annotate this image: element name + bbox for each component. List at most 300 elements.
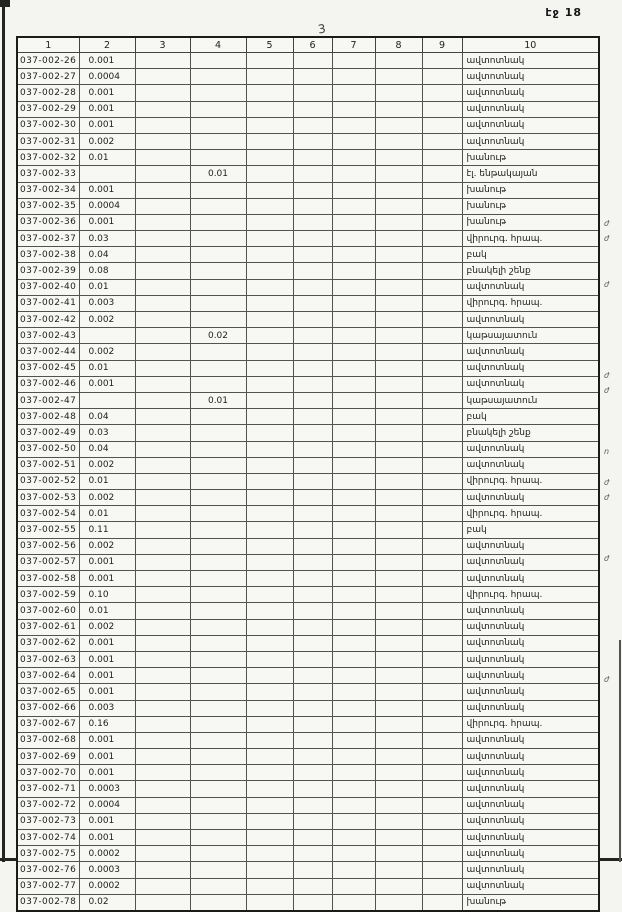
code-cell: 037-002-48	[17, 409, 79, 425]
code-cell: 037-002-42	[17, 312, 79, 328]
name-cell: ավտոտնակ	[462, 344, 599, 360]
margin-note: ժ	[604, 234, 610, 244]
code-cell: 037-002-47	[17, 392, 79, 408]
empty-cell	[375, 166, 422, 182]
value-cell: 0.02	[79, 894, 135, 911]
name-cell: ավտոտնակ	[462, 651, 599, 667]
table-row	[17, 328, 599, 344]
value-cell: 0.001	[79, 813, 135, 829]
code-cell: 037-002-39	[17, 263, 79, 279]
empty-cell	[422, 732, 462, 748]
empty-cell	[293, 894, 332, 911]
empty-cell	[332, 749, 375, 765]
empty-cell	[332, 765, 375, 781]
empty-cell	[332, 328, 375, 344]
empty-cell	[135, 490, 190, 506]
value-cell: 0.01	[79, 279, 135, 295]
code-cell: 037-002-38	[17, 247, 79, 263]
code-cell: 037-002-41	[17, 295, 79, 311]
name-cell: ավտոտնակ	[462, 781, 599, 797]
empty-cell	[332, 425, 375, 441]
code-cell: 037-002-75	[17, 846, 79, 862]
value-cell	[190, 344, 246, 360]
name-cell: ավտոտնակ	[462, 668, 599, 684]
empty-cell	[375, 198, 422, 214]
value-cell	[190, 619, 246, 635]
empty-cell	[293, 716, 332, 732]
table-row	[17, 571, 599, 587]
value-cell: 0.01	[190, 392, 246, 408]
empty-cell	[375, 247, 422, 263]
empty-cell	[293, 101, 332, 117]
code-cell: 037-002-29	[17, 101, 79, 117]
empty-cell	[246, 53, 293, 69]
name-cell: ավտոտնակ	[462, 878, 599, 894]
name-cell: ավտոտնակ	[462, 765, 599, 781]
empty-cell	[332, 538, 375, 554]
empty-cell	[293, 813, 332, 829]
table-row	[17, 587, 599, 603]
table-row	[17, 457, 599, 473]
table-row	[17, 279, 599, 295]
code-cell: 037-002-51	[17, 457, 79, 473]
empty-cell	[422, 538, 462, 554]
value-cell	[190, 182, 246, 198]
empty-cell	[422, 360, 462, 376]
name-cell: ավտոտնակ	[462, 376, 599, 392]
empty-cell	[135, 53, 190, 69]
table-row	[17, 133, 599, 149]
empty-cell	[135, 409, 190, 425]
name-cell: ավտոտնակ	[462, 603, 599, 619]
empty-cell	[375, 214, 422, 230]
empty-cell	[135, 587, 190, 603]
empty-cell	[246, 101, 293, 117]
empty-cell	[246, 247, 293, 263]
code-cell: 037-002-63	[17, 651, 79, 667]
empty-cell	[246, 587, 293, 603]
empty-cell	[375, 328, 422, 344]
empty-cell	[422, 522, 462, 538]
empty-cell	[375, 182, 422, 198]
value-cell: 0.001	[79, 376, 135, 392]
empty-cell	[246, 765, 293, 781]
value-cell: 0.01	[79, 150, 135, 166]
code-cell: 037-002-55	[17, 522, 79, 538]
value-cell	[190, 198, 246, 214]
empty-cell	[293, 295, 332, 311]
value-cell	[190, 862, 246, 878]
empty-cell	[135, 247, 190, 263]
code-cell: 037-002-64	[17, 668, 79, 684]
empty-cell	[246, 198, 293, 214]
empty-cell	[135, 571, 190, 587]
empty-cell	[422, 684, 462, 700]
value-cell	[190, 150, 246, 166]
name-cell: ավտոտնակ	[462, 684, 599, 700]
name-cell: ավտոտնակ	[462, 538, 599, 554]
empty-cell	[332, 813, 375, 829]
table-row	[17, 214, 599, 230]
value-cell	[190, 85, 246, 101]
empty-cell	[375, 263, 422, 279]
value-cell	[190, 894, 246, 911]
margin-note: ո	[604, 447, 610, 457]
empty-cell	[375, 150, 422, 166]
empty-cell	[293, 150, 332, 166]
empty-cell	[375, 312, 422, 328]
empty-cell	[375, 85, 422, 101]
empty-cell	[135, 878, 190, 894]
empty-cell	[135, 360, 190, 376]
empty-cell	[422, 587, 462, 603]
empty-cell	[246, 716, 293, 732]
code-cell: 037-002-62	[17, 635, 79, 651]
empty-cell	[293, 473, 332, 489]
empty-cell	[375, 376, 422, 392]
empty-cell	[332, 571, 375, 587]
empty-cell	[422, 344, 462, 360]
empty-cell	[422, 490, 462, 506]
table-row	[17, 603, 599, 619]
table-row	[17, 231, 599, 247]
empty-cell	[246, 441, 293, 457]
name-cell: կաթսայատուն	[462, 328, 599, 344]
code-cell: 037-002-37	[17, 231, 79, 247]
empty-cell	[332, 797, 375, 813]
empty-cell	[332, 295, 375, 311]
code-cell: 037-002-57	[17, 554, 79, 570]
code-cell: 037-002-56	[17, 538, 79, 554]
empty-cell	[375, 490, 422, 506]
empty-cell	[375, 554, 422, 570]
name-cell: ավտոտնակ	[462, 360, 599, 376]
empty-cell	[375, 619, 422, 635]
empty-cell	[332, 506, 375, 522]
empty-cell	[135, 538, 190, 554]
empty-cell	[246, 749, 293, 765]
empty-cell	[422, 716, 462, 732]
empty-cell	[246, 263, 293, 279]
value-cell: 0.002	[79, 538, 135, 554]
name-cell: վիրուրգ. հրապ.	[462, 506, 599, 522]
empty-cell	[246, 182, 293, 198]
code-cell: 037-002-26	[17, 53, 79, 69]
empty-cell	[293, 279, 332, 295]
empty-cell	[293, 668, 332, 684]
value-cell: 0.002	[79, 312, 135, 328]
empty-cell	[422, 214, 462, 230]
empty-cell	[135, 830, 190, 846]
empty-cell	[293, 603, 332, 619]
value-cell: 0.0004	[79, 797, 135, 813]
code-cell: 037-002-34	[17, 182, 79, 198]
value-cell	[190, 522, 246, 538]
empty-cell	[332, 85, 375, 101]
value-cell: 0.001	[79, 651, 135, 667]
empty-cell	[422, 506, 462, 522]
empty-cell	[246, 894, 293, 911]
empty-cell	[293, 554, 332, 570]
table-row	[17, 894, 599, 911]
empty-cell	[375, 635, 422, 651]
empty-cell	[422, 894, 462, 911]
value-cell	[190, 749, 246, 765]
empty-cell	[422, 571, 462, 587]
empty-cell	[422, 182, 462, 198]
table-row	[17, 247, 599, 263]
empty-cell	[422, 878, 462, 894]
empty-cell	[135, 554, 190, 570]
margin-note: ժ	[604, 386, 610, 396]
name-cell: խանութ	[462, 182, 599, 198]
value-cell: 0.0002	[79, 846, 135, 862]
table-row	[17, 749, 599, 765]
value-cell	[190, 846, 246, 862]
name-cell: վիրուրգ. հրապ.	[462, 716, 599, 732]
empty-cell	[246, 732, 293, 748]
empty-cell	[293, 457, 332, 473]
value-cell: 0.001	[79, 732, 135, 748]
empty-cell	[422, 117, 462, 133]
empty-cell	[422, 247, 462, 263]
value-cell: 0.0004	[79, 198, 135, 214]
empty-cell	[332, 182, 375, 198]
code-cell: 037-002-30	[17, 117, 79, 133]
code-cell: 037-002-35	[17, 198, 79, 214]
empty-cell	[293, 878, 332, 894]
empty-cell	[135, 279, 190, 295]
value-cell: 0.001	[79, 765, 135, 781]
name-cell: ավտոտնակ	[462, 749, 599, 765]
empty-cell	[293, 830, 332, 846]
name-cell: ավտոտնակ	[462, 53, 599, 69]
table-row	[17, 85, 599, 101]
empty-cell	[332, 166, 375, 182]
code-cell: 037-002-78	[17, 894, 79, 911]
empty-cell	[422, 797, 462, 813]
code-cell: 037-002-71	[17, 781, 79, 797]
empty-cell	[135, 651, 190, 667]
empty-cell	[135, 813, 190, 829]
column-header: 3	[135, 37, 190, 53]
empty-cell	[246, 571, 293, 587]
empty-cell	[422, 409, 462, 425]
empty-cell	[422, 700, 462, 716]
table-row	[17, 344, 599, 360]
empty-cell	[332, 198, 375, 214]
empty-cell	[293, 538, 332, 554]
empty-cell	[246, 684, 293, 700]
value-cell: 0.001	[79, 749, 135, 765]
empty-cell	[246, 376, 293, 392]
empty-cell	[246, 312, 293, 328]
empty-cell	[375, 846, 422, 862]
margin-note: ժ	[604, 371, 610, 381]
value-cell: 0.04	[79, 409, 135, 425]
value-cell: 0.0002	[79, 878, 135, 894]
empty-cell	[135, 117, 190, 133]
value-cell	[190, 554, 246, 570]
empty-cell	[135, 231, 190, 247]
value-cell: 0.001	[79, 554, 135, 570]
table-row	[17, 182, 599, 198]
value-cell: 0.002	[79, 133, 135, 149]
empty-cell	[375, 522, 422, 538]
empty-cell	[293, 441, 332, 457]
value-cell	[190, 457, 246, 473]
empty-cell	[332, 376, 375, 392]
empty-cell	[332, 360, 375, 376]
name-cell: վիրուրգ. հրապ.	[462, 231, 599, 247]
value-cell	[190, 376, 246, 392]
value-cell	[190, 490, 246, 506]
value-cell	[190, 571, 246, 587]
empty-cell	[135, 732, 190, 748]
table-row	[17, 732, 599, 748]
table-row	[17, 554, 599, 570]
scan-corner-blot	[0, 0, 10, 7]
code-cell: 037-002-36	[17, 214, 79, 230]
page-number-label: էջ 18	[545, 6, 582, 19]
value-cell	[190, 732, 246, 748]
empty-cell	[246, 409, 293, 425]
table-row	[17, 101, 599, 117]
table-row	[17, 53, 599, 69]
value-cell	[190, 247, 246, 263]
empty-cell	[135, 69, 190, 85]
table-row	[17, 619, 599, 635]
empty-cell	[375, 668, 422, 684]
empty-cell	[135, 846, 190, 862]
empty-cell	[135, 425, 190, 441]
empty-cell	[246, 166, 293, 182]
empty-cell	[332, 312, 375, 328]
empty-cell	[293, 506, 332, 522]
empty-cell	[332, 894, 375, 911]
empty-cell	[422, 425, 462, 441]
empty-cell	[135, 781, 190, 797]
empty-cell	[375, 765, 422, 781]
name-cell: ավտոտնակ	[462, 797, 599, 813]
margin-note: ժ	[604, 553, 610, 563]
empty-cell	[246, 522, 293, 538]
empty-cell	[375, 279, 422, 295]
table-row	[17, 781, 599, 797]
empty-cell	[135, 684, 190, 700]
empty-cell	[293, 328, 332, 344]
empty-cell	[375, 700, 422, 716]
value-cell: 0.001	[79, 668, 135, 684]
empty-cell	[332, 635, 375, 651]
empty-cell	[375, 878, 422, 894]
value-cell	[190, 635, 246, 651]
empty-cell	[422, 781, 462, 797]
empty-cell	[332, 69, 375, 85]
name-cell: վիրուրգ. հրապ.	[462, 587, 599, 603]
value-cell	[190, 506, 246, 522]
code-cell: 037-002-61	[17, 619, 79, 635]
empty-cell	[293, 700, 332, 716]
value-cell: 0.11	[79, 522, 135, 538]
empty-cell	[422, 69, 462, 85]
column-header: 7	[332, 37, 375, 53]
empty-cell	[332, 279, 375, 295]
empty-cell	[293, 781, 332, 797]
value-cell	[190, 117, 246, 133]
empty-cell	[332, 830, 375, 846]
empty-cell	[375, 813, 422, 829]
value-cell	[190, 781, 246, 797]
value-cell	[190, 700, 246, 716]
table-row	[17, 668, 599, 684]
empty-cell	[135, 522, 190, 538]
name-cell: ավտոտնակ	[462, 279, 599, 295]
empty-cell	[135, 328, 190, 344]
empty-cell	[246, 506, 293, 522]
empty-cell	[293, 263, 332, 279]
empty-cell	[293, 862, 332, 878]
empty-cell	[293, 522, 332, 538]
empty-cell	[375, 587, 422, 603]
table-body	[17, 53, 599, 911]
name-cell: ավտոտնակ	[462, 830, 599, 846]
handwritten-mark: 3	[317, 21, 327, 37]
code-cell: 037-002-43	[17, 328, 79, 344]
value-cell	[190, 797, 246, 813]
value-cell	[190, 716, 246, 732]
empty-cell	[135, 85, 190, 101]
value-cell	[190, 409, 246, 425]
column-header: 2	[79, 37, 135, 53]
empty-cell	[422, 198, 462, 214]
code-cell: 037-002-46	[17, 376, 79, 392]
empty-cell	[293, 344, 332, 360]
table-row	[17, 813, 599, 829]
empty-cell	[246, 668, 293, 684]
table-row	[17, 263, 599, 279]
name-cell: բակ	[462, 409, 599, 425]
code-cell: 037-002-73	[17, 813, 79, 829]
empty-cell	[422, 862, 462, 878]
value-cell	[190, 668, 246, 684]
value-cell: 0.01	[79, 603, 135, 619]
empty-cell	[422, 231, 462, 247]
empty-cell	[293, 312, 332, 328]
empty-cell	[422, 392, 462, 408]
code-cell: 037-002-54	[17, 506, 79, 522]
value-cell: 0.001	[79, 182, 135, 198]
empty-cell	[375, 830, 422, 846]
column-header: 9	[422, 37, 462, 53]
code-cell: 037-002-70	[17, 765, 79, 781]
empty-cell	[375, 101, 422, 117]
value-cell: 0.001	[79, 830, 135, 846]
empty-cell	[135, 765, 190, 781]
name-cell: բակ	[462, 522, 599, 538]
value-cell	[190, 765, 246, 781]
table-row	[17, 522, 599, 538]
empty-cell	[375, 409, 422, 425]
name-cell: կաթսայատուն	[462, 392, 599, 408]
code-cell: 037-002-33	[17, 166, 79, 182]
value-cell: 0.002	[79, 619, 135, 635]
name-cell: ավտոտնակ	[462, 312, 599, 328]
value-cell: 0.16	[79, 716, 135, 732]
table-row	[17, 635, 599, 651]
value-cell	[190, 684, 246, 700]
code-cell: 037-002-44	[17, 344, 79, 360]
